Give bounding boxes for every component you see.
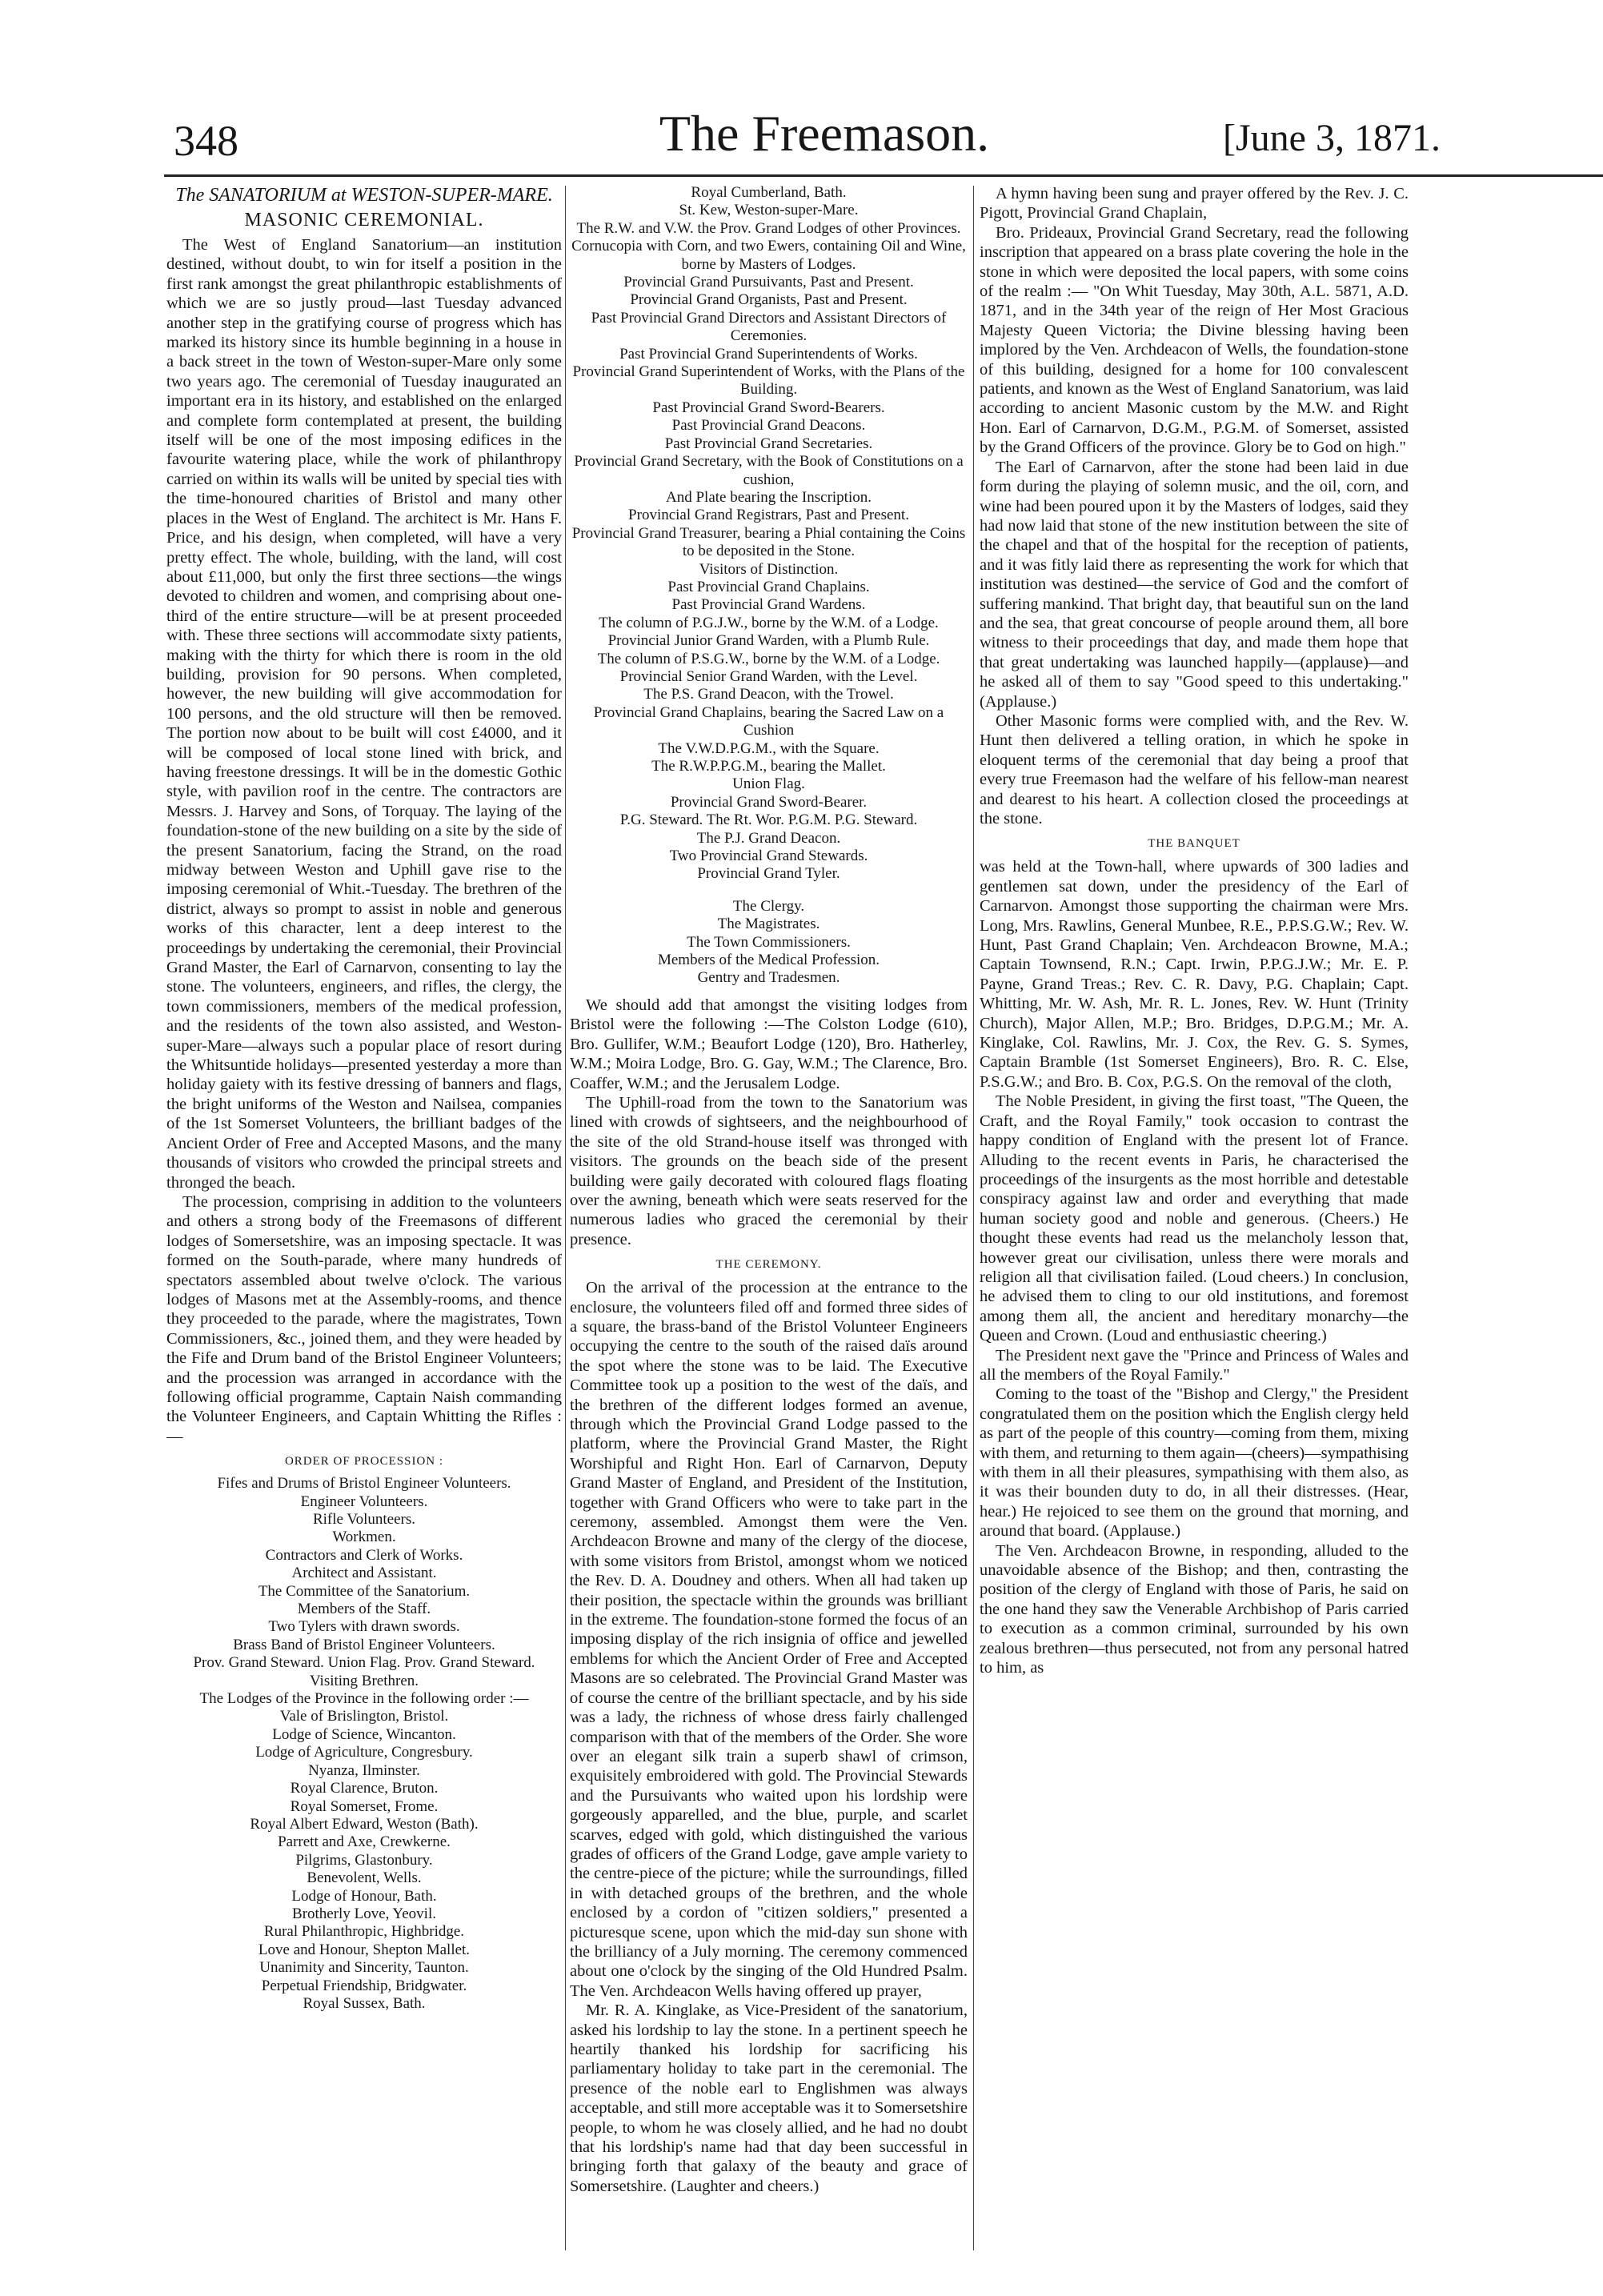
paragraph: The Ven. Archdeacon Browne, in responding, alluded to the unavoidable absence of the Bishop; and then, contrasting the position of the clergy of England with those of Paris, he said on the one hand they saw the Venerable Archbishop of Paris carried to execution as a common criminal, surrounded by his own zealous brethren—thus persecuted, not from any personal hatred to him, as	[980, 1541, 1409, 1677]
procession-line: Past Provincial Grand Sword-Bearers.	[652, 399, 885, 416]
paragraph: The Uphill-road from the town to the Sanatorium was lined with crowds of sightseers, and the neighbourhood of the site of the old Strand-house itself was thronged with visitors. The grounds on the beach side of the present building were gaily decorated with coloured flags floating over the awning, beneath which were seats reserved for the numerous ladies who graced the ceremonial by their presence.	[570, 1093, 968, 1248]
procession-line: Provincial Grand Superintendent of Works, with the Plans of the Building.	[572, 363, 965, 399]
procession-line: Lodge of Agriculture, Congresbury.	[255, 1744, 473, 1761]
paragraph: We should add that amongst the visiting lodges from Bristol were the following :—The Colston Lodge (610), Bro. Gullifer, W.M.; Beaufort Lodge (120), Bro. Hatherley, W.M.; Moira Lodge, Bro. G. Gay, W.M.; The Clarence, Bro. Coaffer, W.M.; and the Jerusalem Lodge.	[570, 996, 968, 1092]
procession-line: The Magistrates.	[717, 916, 820, 933]
procession-line: Provincial Grand Organists, Past and Present.	[630, 291, 908, 309]
procession-line: Engineer Volunteers.	[300, 1493, 428, 1510]
procession-line: Provincial Junior Grand Warden, with a Plumb Rule.	[607, 632, 930, 650]
header-rule	[164, 174, 1603, 177]
procession-line: Love and Honour, Shepton Mallet.	[258, 1941, 471, 1958]
section-heading-ceremony: THE CEREMONY.	[715, 1258, 822, 1272]
section-heading-banquet: THE BANQUET	[1148, 837, 1240, 851]
article-subtitle: MASONIC CEREMONIAL.	[244, 210, 484, 230]
procession-line: Gentry and Tradesmen.	[697, 969, 840, 987]
procession-line: Brass Band of Bristol Engineer Volunteers.	[233, 1636, 495, 1653]
procession-line: Members of the Staff.	[297, 1601, 431, 1618]
procession-line: Architect and Assistant.	[291, 1565, 437, 1582]
procession-line: Provincial Grand Pursuivants, Past and Present.	[623, 274, 914, 291]
procession-line: Brotherly Love, Yeovil.	[292, 1905, 436, 1922]
procession-line: Lodge of Science, Wincanton.	[272, 1725, 456, 1743]
procession-line: Visiting Brethren.	[309, 1672, 419, 1689]
procession-line: Royal Sussex, Bath.	[303, 1994, 426, 2012]
masthead-title: The Freemason.	[659, 105, 990, 162]
procession-line: Royal Albert Edward, Weston (Bath).	[250, 1815, 479, 1833]
procession-line: Members of the Medical Profession.	[657, 952, 880, 969]
procession-line: Union Flag.	[732, 775, 805, 793]
column-divider	[565, 186, 566, 2250]
procession-line: Provincial Grand Tyler.	[697, 865, 840, 883]
procession-line: Provincial Grand Sword-Bearer.	[670, 793, 868, 811]
procession-line: Cornucopia with Corn, and two Ewers, containing Oil and Wine, borne by Masters of Lodges.	[571, 238, 966, 273]
procession-line: Royal Clarence, Bruton.	[290, 1780, 439, 1797]
procession-line: Visitors of Distinction.	[699, 560, 839, 578]
procession-line: The R.W. and V.W. the Prov. Grand Lodges of other Provinces.	[576, 219, 961, 237]
column-divider	[973, 186, 974, 2250]
article-title: The SANATORIUM at WESTON-SUPER-MARE.	[175, 185, 553, 206]
procession-line: Workmen.	[332, 1529, 396, 1546]
procession-line: Perpetual Friendship, Bridgwater.	[261, 1977, 467, 1994]
procession-line: Provincial Senior Grand Warden, with the Level.	[619, 667, 918, 685]
procession-line: Past Provincial Grand Wardens.	[671, 596, 866, 614]
paragraph: The procession, comprising in addition to the volunteers and others a strong body of the Freemasons of different lodges of Somersetshire, was an imposing spectacle. It was formed on the South-parade, where many hundreds of spectators assembled about twelve o'clock. The various lodges of Masons met at the Assembly-rooms, and thence they proceeded to the parade, where the magistrates, Town Commissioners, &c., joined them, and they were headed by the Fife and Drum band of the Bristol Engineer Volunteers; and the procession was arranged in accordance with the following official programme, Captain Naish commanding the Volunteer Engineers, and Captain Whitting the Rifles :—	[166, 1192, 562, 1445]
procession-line: The column of P.G.J.W., borne by the W.M. of a Lodge.	[599, 614, 939, 631]
column-1	[166, 184, 562, 2265]
procession-line: The Clergy.	[732, 897, 805, 915]
procession-line: Vale of Brislington, Bristol.	[279, 1708, 449, 1725]
procession-line: Prov. Grand Steward. Union Flag. Prov. Grand Steward.	[193, 1654, 535, 1672]
procession-line: The V.W.D.P.G.M., with the Square.	[658, 739, 880, 757]
procession-line: Benevolent, Wells.	[307, 1869, 422, 1887]
paragraph: Coming to the toast of the "Bishop and Clergy," the President congratulated them on the position which the English clergy held as part of the people of this country—coming from them, mixing with them, and returning to them again—(cheers)—sympathising with them in all their pleasures, sympathising with them also, as it was their bounden duty to do, in all their distresses. (Hear, hear.) He rejoiced to see them on the ground that morning, and around that board. (Applause.)	[980, 1385, 1409, 1541]
procession-line: Past Provincial Grand Directors and Assistant Directors of Ceremonies.	[591, 309, 947, 345]
column-3	[980, 184, 1409, 2265]
procession-line: Unanimity and Sincerity, Taunton.	[259, 1959, 469, 1977]
paragraph: On the arrival of the procession at the entrance to the enclosure, the volunteers filed off and formed three sides of a square, the brass-band of the Bristol Volunteer Engineers occupying the centre to the south of the raised daïs around the spot where the stone was to be laid. The Executive Committee took up a position to the west of the daïs, and the brethren of the different lodges formed an avenue, through which the Provincial Grand Lodge passed to the platform, where the Provincial Grand Master, the Right Worshipful and Right Hon. Earl of Carnarvon, Deputy Grand Master of England, and President of the Institution, together with Grand Officers who were to take part in the ceremony, assembled. Amongst them were the Ven. Archdeacon Browne and many of the clergy of the diocese, with some visitors from Bristol, amongst whom we noticed the Rev. D. A. Doudney and others. When all had taken up their position, the spectacle within the grounds was brilliant in the extreme. The foundation-stone formed the focus of an imposing display of the rich insignia of office and jewelled emblems for which the Ancient Order of Free and Accepted Masons are so celebrated. The Provincial Grand Master was of course the centre of the brilliant spectacle, and by his side was a lady, the richness of whose dress fairly challenged comparison with that of the members of the Order. She wore over an elegant silk train a superb shawl of crimson, exquisitely embroidered with gold. The Provincial Stewards and the Pursuivants who waited upon his lordship were gorgeously apparelled, and the blue, purple, and scarlet scarves, edged with gold, which distinguished the various grades of officers of the Grand Lodge, gave ample variety to the centre-piece of the picture; while the surroundings, filled in with detached groups of the brethren, and the whole enclosed by a cordon of "citizen soldiers," presented a picturesque scene, upon which the mid-day sun shone with the brilliancy of a July morning. The ceremony commenced about one o'clock by the singing of the Old Hundred Psalm. The Ven. Archdeacon Wells having offered up prayer,	[570, 1279, 968, 2000]
paragraph: The West of England Sanatorium—an institution destined, without doubt, to win for itself a position in the first rank amongst the great philanthropic establishments of which we are so justly proud—last Tuesday advanced another step in the gratifying course of progress which has marked its history since its humble beginning in a house in a back street in the town of Weston-super-Mare only some two years ago. The ceremonial of Tuesday inaugurated an important era in its history, and established on the enlarged and complete form contemplated at present, the building itself will be one of the most imposing edifices in the favourite watering place, while the work of philanthropy carried on within its walls will be united by special ties with the time-honoured charities of Bristol and many other places in the West of England. The architect is Mr. Hans F. Price, and his design, when completed, will have a very pretty effect. The whole, building, with the land, will cost about £11,000, but only the first three sections—the wings devoted to children and women, and comprising about one-third of the entire structure—will be at present proceeded with. These three sections will accommodate sixty patients, making with the thirty for which there is room in the old building, provision for 90 persons. When completed, however, the new building will give accommodation for 100 persons, and the old structure will then be removed. The portion now about to be built will cost £4000, and it will be composed of local stone lined with brick, and having freestone dressings. It will be in the domestic Gothic style, with pavilion roof in the centre. The contractors are Messrs. J. Harvey and Sons, of Torquay. The laying of the foundation-stone of the new building on a site by the side of the present Sanatorium, facing the Strand, on the road midway between Weston and Uphill gave rise to the imposing ceremonial of Whit.-Tuesday. The brethren of the district, always so prompt to assist in noble and generous works of this character, lent a deep interest to the proceedings by undertaking the ceremonial, their Provincial Grand Master, the Earl of Carnarvon, consenting to lay the stone. The volunteers, engineers, and rifles, the clergy, the town commissioners, members of the medical profession, and the residents of the town also assisted, and Weston-super-Mare—always such a popular place of resort during the Whitsuntide holidays—presented yesterday a more than holiday gaiety with its festive dressing of banners and flags, the bright uniforms of the Weston and Nailsea, companies of the 1st Somerset Volunteers, the brilliant badges of the Ancient Order of Free and Accepted Masons, and the many thousands of visitors who crowded the principal streets and thronged the beach.	[166, 236, 562, 1192]
procession-line: Past Provincial Grand Deacons.	[671, 417, 866, 435]
procession-line: Royal Somerset, Frome.	[290, 1797, 439, 1815]
procession-line: Rifle Volunteers.	[312, 1511, 416, 1528]
column-2	[570, 184, 968, 2265]
procession-line: Two Tylers with drawn swords.	[268, 1618, 460, 1636]
page-number: 348	[174, 117, 238, 165]
procession-line: Pilgrims, Glastonbury.	[295, 1851, 433, 1869]
procession-line: Provincial Grand Chaplains, bearing the Sacred Law on a Cushion	[593, 703, 944, 739]
paragraph: The Earl of Carnarvon, after the stone had been laid in due form during the playing of solemn music, and the oil, corn, and wine had been poured upon it by the Masters of lodges, said they had now laid that stone of the new institution between the site of the chapel and that of the hospital for the reception of patients, and it was fitly laid there as representing the work for which that institution was destined—the service of God and the comfort of suffering mankind. That bright day, that beautiful sun on the land and the sea, that great concourse of people around them, all bore witness to their proceedings that day, and made them hope that that great undertaking was launched happily—(applause)—and he asked all of them to say "Good speed to this undertaking." (Applause.)	[980, 458, 1409, 711]
paragraph: The President next gave the "Prince and Princess of Wales and all the members of the Royal Family."	[980, 1346, 1409, 1384]
paragraph: Bro. Prideaux, Provincial Grand Secretary, read the following inscription that appeared on a brass plate covering the hole in the stone in which were deposited the local papers, with some coins of the realm :— "On Whit Tuesday, May 30th, A.L. 5871, A.D. 1871, and in the 34th year of the reign of Her Most Gracious Majesty Queen Victoria; the Divine blessing having been implored by the Ven. Archdeacon of Wells, the foundation-stone of this building, designed for a home for 100 convalescent patients, and known as the West of England Sanatorium, was laid according to ancient Masonic custom by the M.W. and Right Hon. Earl of Carnarvon, D.G.M., P.G.M. of Somerset, assisted by the Grand Officers of the province. Glory be to God on high."	[980, 223, 1409, 457]
procession-line: Rural Philanthropic, Highbridge.	[263, 1923, 465, 1941]
procession-line: P.G. Steward. The Rt. Wor. P.G.M. P.G. Steward.	[619, 811, 918, 829]
procession-list	[570, 184, 968, 884]
procession-line: Past Provincial Grand Secretaries.	[664, 435, 873, 452]
procession-line: And Plate bearing the Inscription.	[666, 488, 872, 506]
paragraph: Other Masonic forms were complied with, and the Rev. W. Hunt then delivered a telling oration, in which he spoke in eloquent terms of the ceremonial that day being a proof that every true Freemason had the welfare of his fellow-man nearest and dearest to his heart. A collection closed the proceedings at the stone.	[980, 711, 1409, 827]
procession-line: Nyanza, Ilminster.	[308, 1761, 420, 1779]
procession-list	[166, 1475, 562, 2013]
procession-line: Provincial Grand Secretary, with the Book of Constitutions on a cushion,	[574, 453, 964, 488]
procession-line: St. Kew, Weston-super-Mare.	[679, 202, 859, 219]
procession-line: Royal Cumberland, Bath.	[691, 184, 847, 201]
procession-line: Past Provincial Grand Superintendents of Works.	[619, 345, 918, 363]
procession-line: Past Provincial Grand Chaplains.	[667, 578, 870, 595]
procession-line: Two Provincial Grand Stewards.	[669, 847, 868, 865]
paragraph: Mr. R. A. Kinglake, as Vice-President of the sanatorium, asked his lordship to lay the stone. In a pertinent speech he heartily thanked his lordship for sacrificing his parliamentary holiday to take part in the ceremonial. The presence of the noble earl to Englishmen was always acceptable, and still more acceptable was it to Somersetshire people, to whom he was closely allied, and he had no doubt that his lordship's name had that day been successful in bringing forth that galaxy of the beauty and grace of Somersetshire. (Laughter and cheers.)	[570, 2001, 968, 2195]
procession-line: Parrett and Axe, Crewkerne.	[278, 1833, 451, 1851]
procession-line: The R.W.P.P.G.M., bearing the Mallet.	[651, 758, 886, 775]
procession-line: Provincial Grand Registrars, Past and Present.	[628, 507, 909, 524]
procession-line: Lodge of Honour, Bath.	[291, 1887, 437, 1905]
procession-line: The P.J. Grand Deacon.	[696, 829, 841, 847]
procession-line: Provincial Grand Treasurer, bearing a Phial containing the Coins to be deposited in the Stone.	[571, 524, 966, 560]
procession-line: The P.S. Grand Deacon, with the Trowel.	[643, 686, 894, 703]
procession-list	[570, 898, 968, 988]
procession-line: The Committee of the Sanatorium.	[258, 1582, 471, 1600]
section-heading-order: ORDER OF PROCESSION :	[284, 1455, 444, 1469]
paragraph: The Noble President, in giving the first toast, "The Queen, the Craft, and the Royal Family," took occasion to contrast the happy condition of England with the present lot of France. Alluding to the recent events in Paris, he characterised the proceedings of the insurgents as the most horrible and detestable conspiracy against law and order and everything that made human society good and noble and generous. (Cheers.) He thought these events had read us the melancholy lesson that, however great our civilisation, unless there were morals and religion all that civilisation failed. (Loud cheers.) In conclusion, he advised them to cling to our old institutions, and foremost among them all, the ancient and hereditary monarchy—the Queen and Crown. (Loud and enthusiastic cheering.)	[980, 1092, 1409, 1345]
procession-line: The column of P.S.G.W., borne by the W.M. of a Lodge.	[597, 650, 940, 667]
procession-line: Contractors and Clerk of Works.	[265, 1546, 463, 1564]
issue-date: [June 3, 1871.	[1223, 117, 1441, 159]
paragraph: was held at the Town-hall, where upwards of 300 ladies and gentlemen sat down, under the presidency of the Earl of Carnarvon. Amongst those supporting the chairman were Mrs. Long, Mrs. Rawlins, General Munbee, R.E., P.P.S.G.W.; Rev. W. Hunt, Past Grand Chaplain; Ven. Archdeacon Browne, M.A.; Captain Townsend, R.N.; Capt. Irwin, P.P.G.J.W.; Mr. E. P. Payne, Grand Treas.; Rev. C. R. Davy, P.G. Chaplain; Capt. Whitting, Mr. W. Ash, Mr. R. L. Jones, Rev. W. Hunt (Trinity Church), Major Allen, M.P.; Bro. Bridges, D.P.G.M.; Mr. A. Kinglake, Col. Rawlins, Mr. J. Cox, the Rev. G. S. Symes, Captain Bramble (1st Somerset Engineers), Bro. R. C. Else, P.S.G.W.; and Bro. B. Cox, P.G.S. On the removal of the cloth,	[980, 858, 1409, 1091]
paragraph: A hymn having been sung and prayer offered by the Rev. J. C. Pigott, Provincial Grand Chaplain,	[980, 185, 1409, 222]
procession-line: The Town Commissioners.	[687, 933, 851, 951]
procession-line: The Lodges of the Province in the following order :—	[199, 1690, 529, 1708]
procession-line: Fifes and Drums of Bristol Engineer Volunteers.	[217, 1475, 511, 1493]
